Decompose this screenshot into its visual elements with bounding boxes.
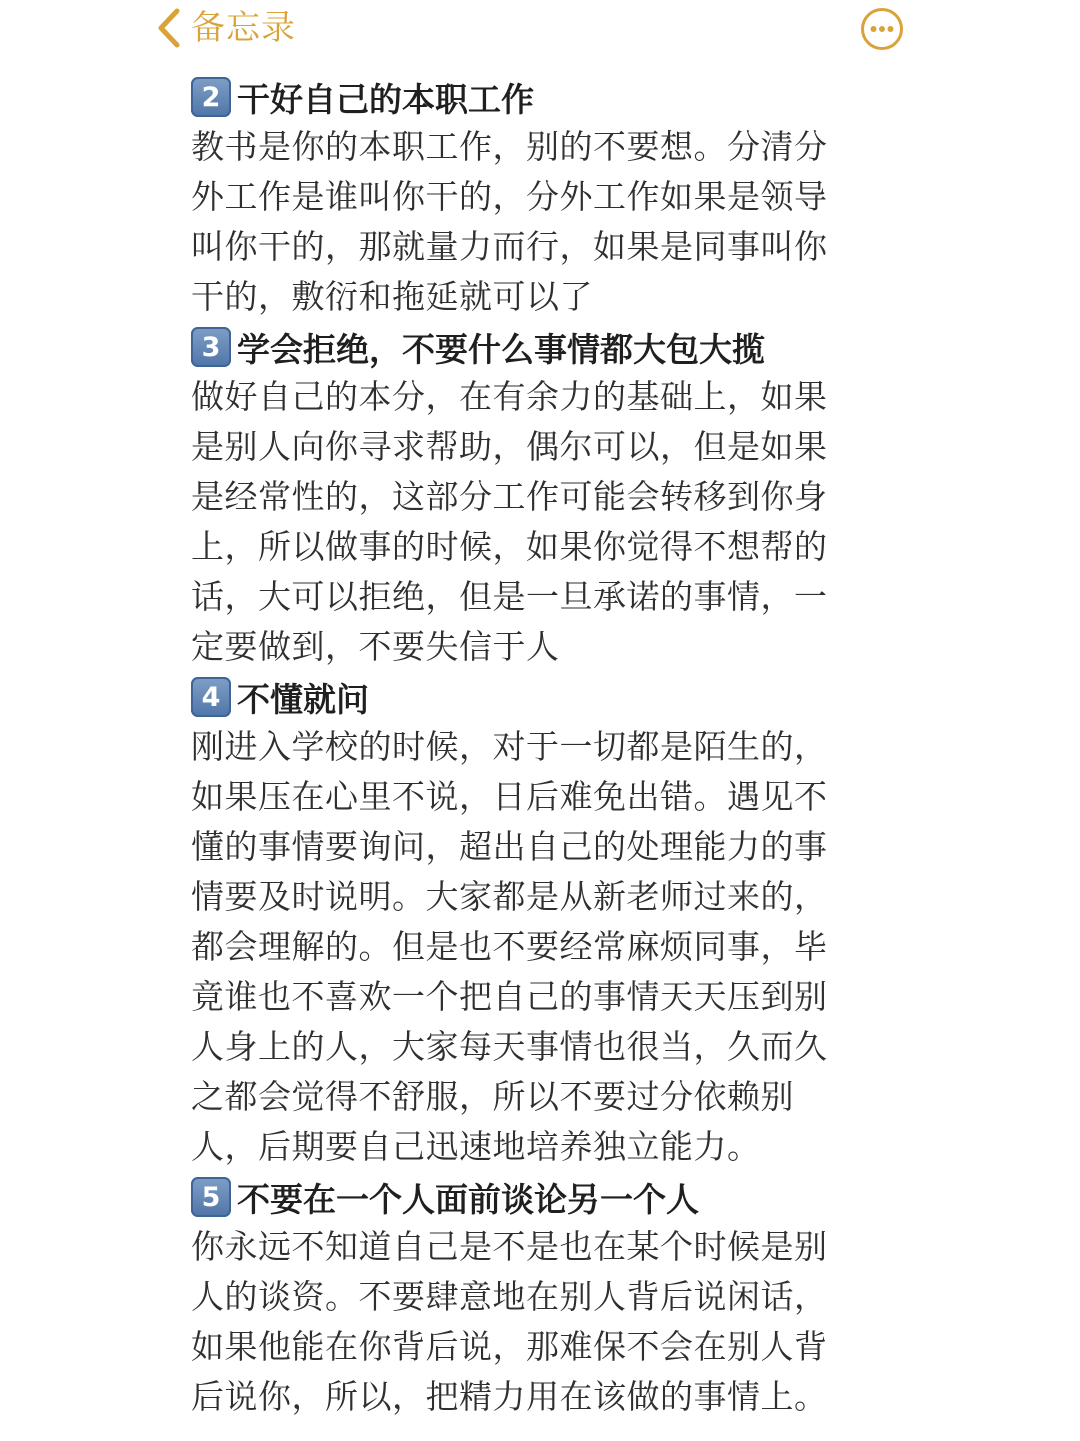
note-body[interactable] bbox=[191, 72, 881, 1422]
paragraph-line: 之都会觉得不舒服，所以不要过分依赖别 bbox=[191, 1077, 794, 1116]
paragraph-line: 人的谈资。不要肆意地在别人背后说闲话， bbox=[191, 1277, 828, 1316]
more-options-icon bbox=[860, 36, 904, 55]
more-options-button[interactable] bbox=[860, 7, 904, 51]
section-heading bbox=[191, 72, 881, 122]
note-section bbox=[191, 1172, 881, 1422]
paragraph-line: 是别人向你寻求帮助，偶尔可以，但是如果 bbox=[191, 427, 828, 466]
section-paragraph bbox=[191, 1222, 881, 1422]
section-title: 不懂就问 bbox=[237, 679, 369, 719]
paragraph-line: 是经常性的，这部分工作可能会转移到你身 bbox=[191, 477, 828, 516]
paragraph-line: 你永远不知道自己是不是也在某个时候是别 bbox=[191, 1227, 828, 1266]
note-section bbox=[191, 72, 881, 322]
paragraph-line: 干的，敷衍和拖延就可以了 bbox=[191, 277, 593, 316]
paragraph-line: 人，后期要自己迅速地培养独立能力。 bbox=[191, 1127, 761, 1166]
section-title: 学会拒绝，不要什么事情都大包大揽 bbox=[237, 329, 765, 369]
paragraph-line: 上，所以做事的时候，如果你觉得不想帮的 bbox=[191, 527, 828, 566]
section-paragraph bbox=[191, 122, 881, 322]
navigation-bar bbox=[0, 0, 1080, 62]
paragraph-line: 做好自己的本分，在有余力的基础上，如果 bbox=[191, 377, 828, 416]
section-heading bbox=[191, 672, 881, 722]
paragraph-line: 懂的事情要询问，超出自己的处理能力的事 bbox=[191, 827, 828, 866]
section-paragraph bbox=[191, 722, 881, 1172]
section-heading bbox=[191, 1172, 881, 1222]
paragraph-line: 如果他能在你背后说，那难保不会在别人背 bbox=[191, 1327, 828, 1366]
section-title: 不要在一个人面前谈论另一个人 bbox=[237, 1179, 699, 1219]
paragraph-line: 竟谁也不喜欢一个把自己的事情天天压到别 bbox=[191, 977, 828, 1016]
keycap-number-icon: 3 bbox=[191, 327, 231, 367]
chevron-left-icon bbox=[155, 6, 183, 50]
note-section bbox=[191, 322, 881, 672]
paragraph-line: 叫你干的，那就量力而行，如果是同事叫你 bbox=[191, 227, 828, 266]
section-heading bbox=[191, 322, 881, 372]
paragraph-line: 刚进入学校的时候，对于一切都是陌生的， bbox=[191, 727, 828, 766]
section-paragraph bbox=[191, 372, 881, 672]
paragraph-line: 定要做到，不要失信于人 bbox=[191, 627, 560, 666]
paragraph-line: 话，大可以拒绝，但是一旦承诺的事情，一 bbox=[191, 577, 828, 616]
paragraph-line: 如果压在心里不说，日后难免出错。遇见不 bbox=[191, 777, 828, 816]
paragraph-line: 都会理解的。但是也不要经常麻烦同事，毕 bbox=[191, 927, 828, 966]
keycap-number-icon: 4 bbox=[191, 677, 231, 717]
back-label: 备忘录 bbox=[191, 8, 296, 48]
paragraph-line: 教书是你的本职工作，别的不要想。分清分 bbox=[191, 127, 828, 166]
paragraph-line: 情要及时说明。大家都是从新老师过来的， bbox=[191, 877, 828, 916]
note-section bbox=[191, 672, 881, 1172]
section-title: 干好自己的本职工作 bbox=[237, 79, 534, 119]
back-button[interactable] bbox=[155, 6, 296, 50]
paragraph-line: 后说你，所以，把精力用在该做的事情上。 bbox=[191, 1377, 828, 1416]
keycap-number-icon: 2 bbox=[191, 77, 231, 117]
keycap-number-icon: 5 bbox=[191, 1177, 231, 1217]
paragraph-line: 人身上的人，大家每天事情也很当，久而久 bbox=[191, 1027, 828, 1066]
paragraph-line: 外工作是谁叫你干的，分外工作如果是领导 bbox=[191, 177, 828, 216]
